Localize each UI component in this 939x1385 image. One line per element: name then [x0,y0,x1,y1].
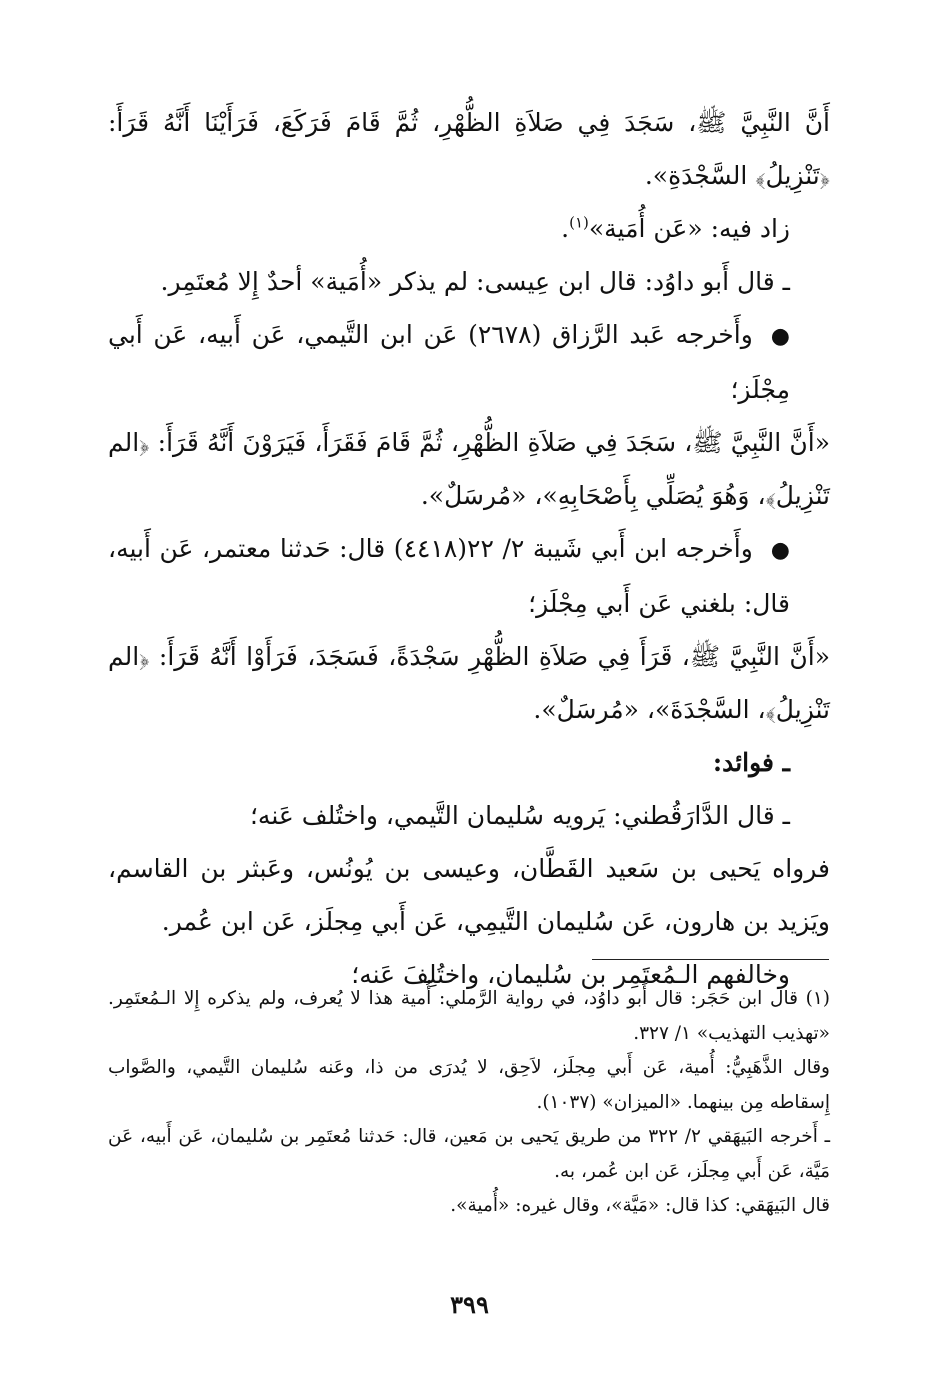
paragraph-daraqutni: ـ قال الدَّارَقُطني: يَرويه سُليمان التَّيمي، واختُلف عَنه؛ [249,801,790,830]
footnote-bayhaqi: ـ أَخرجه البَيهَقي ٢/ ٣٢٢ من طريق يَحيى بن مَعين، قال: حَدثنا مُعتَمِر بن سُليمان، عَن أَبيه، عَن مَيَّة، عَن أَبي مِجلَز، عَن ابن عُمر، به. [108,1126,830,1182]
bullet-icon: ● [770,538,790,563]
main-text [108,96,830,1001]
page-number: ٣٩٩ [450,1290,489,1319]
abdrazzaq-text: وأَخرجه عَبد الرَّزاق (٢٦٧٨) عَن ابن التَّيمي، عَن أَبيه، عَن أَبي مِجْلَز؛ [108,320,790,404]
paragraph-hadith-text: أَنَّ النَّبِيَّ ﷺ، سَجَدَ فِي صَلاَةِ الظُّهْرِ، ثُمَّ قَامَ فَرَكَعَ، فَرَأَيْنَا أَنَّهُ قَرَأَ: ﴿تَنْزِيلُ﴾ السَّجْدَةِ». [108,108,830,190]
zad-text: زاد فيه: «عَن أُمَية» [588,214,790,243]
zad-end: . [561,214,570,243]
paragraph-zad [108,202,830,255]
fawaid-heading: ـ فوائد: [712,748,790,777]
paragraph-rawahu: فرواه يَحيى بن سَعيد القَطَّان، وعيسى بن يُونُس، وعَبثر بن القاسم، ويَزيد بن هارون، عَن سُليمان التَّيمِي، عَن أَبي مِجلَز، عَن ابن عُمر. [108,854,830,936]
paragraph-ibn-abi-shayba [108,522,830,630]
paragraph-khalafahum: وخالفهم الـمُعتَمِر بن سُليمان، واختُلِفَ عَنه؛ [351,960,790,989]
paragraph-quote-3: «أَنَّ النَّبِيَّ ﷺ، قَرَأَ فِي صَلاَةِ الظُّهْرِ سَجْدَةً، فَسَجَدَ، فَرَأَوْا أَنَّهُ قَرَأَ: ﴿الم تَنْزِيلُ﴾، السَّجْدَةَ»، «مُرسَلٌ». [108,642,830,724]
footnote-separator [592,959,829,960]
paragraph-abdrazzaq [108,308,830,416]
footnote-1: (١) قال ابن حَجَر: قال أَبو داوُد، في رواية الرَّملي: أُمية هذا لا يُعرف، ولم يذكره إِلا الـمُعتَمِر. «تهذيب التهذيب» ١/ ٣٢٧. [108,988,830,1044]
paragraph-abu-dawud: ـ قال أَبو داوُد: قال ابن عِيسى: لم يذكر «أُمَية» أحدٌ إِلا مُعتَمِر. [160,267,790,296]
footnote-ref-1: (١) [569,213,589,232]
bullet-icon: ● [770,324,790,349]
footnote-dhahabi: وقال الذَّهَبِيُّ: أُمية، عَن أَبي مِجلَز، لاَحِق، لا يُدرَى من ذا، وعَنه سُليمان التَّيمي، والصَّواب إِسقاطه مِن بينهما. «الميزان» (١٠٣٧). [108,1057,830,1113]
paragraph-quote-2: «أَنَّ النَّبِيَّ ﷺ، سَجَدَ فِي صَلاَةِ الظُّهْرِ، ثُمَّ قَامَ فَقَرَأَ، فَيَرَوْنَ أَنَّهُ قَرَأَ: ﴿الم تَنْزِيلُ﴾، وَهُوَ يُصَلِّي بِأَصْحَابِهِ»، «مُرسَلٌ». [108,428,830,510]
footnote-bayhaqi-remark: قال البَيهَقي: كذا قال: «مَيَّة»، وقال غيره: «أُمية». [450,1195,830,1216]
ibn-abi-shayba-text: وأَخرجه ابن أَبي شَيبة ٢/ ٢٢(٤٤١٨) قال: حَدثنا معتمر، عَن أَبيه، قال: بلغني عَن أَبي مِجْلَز؛ [108,534,790,618]
footnotes [108,982,830,1224]
